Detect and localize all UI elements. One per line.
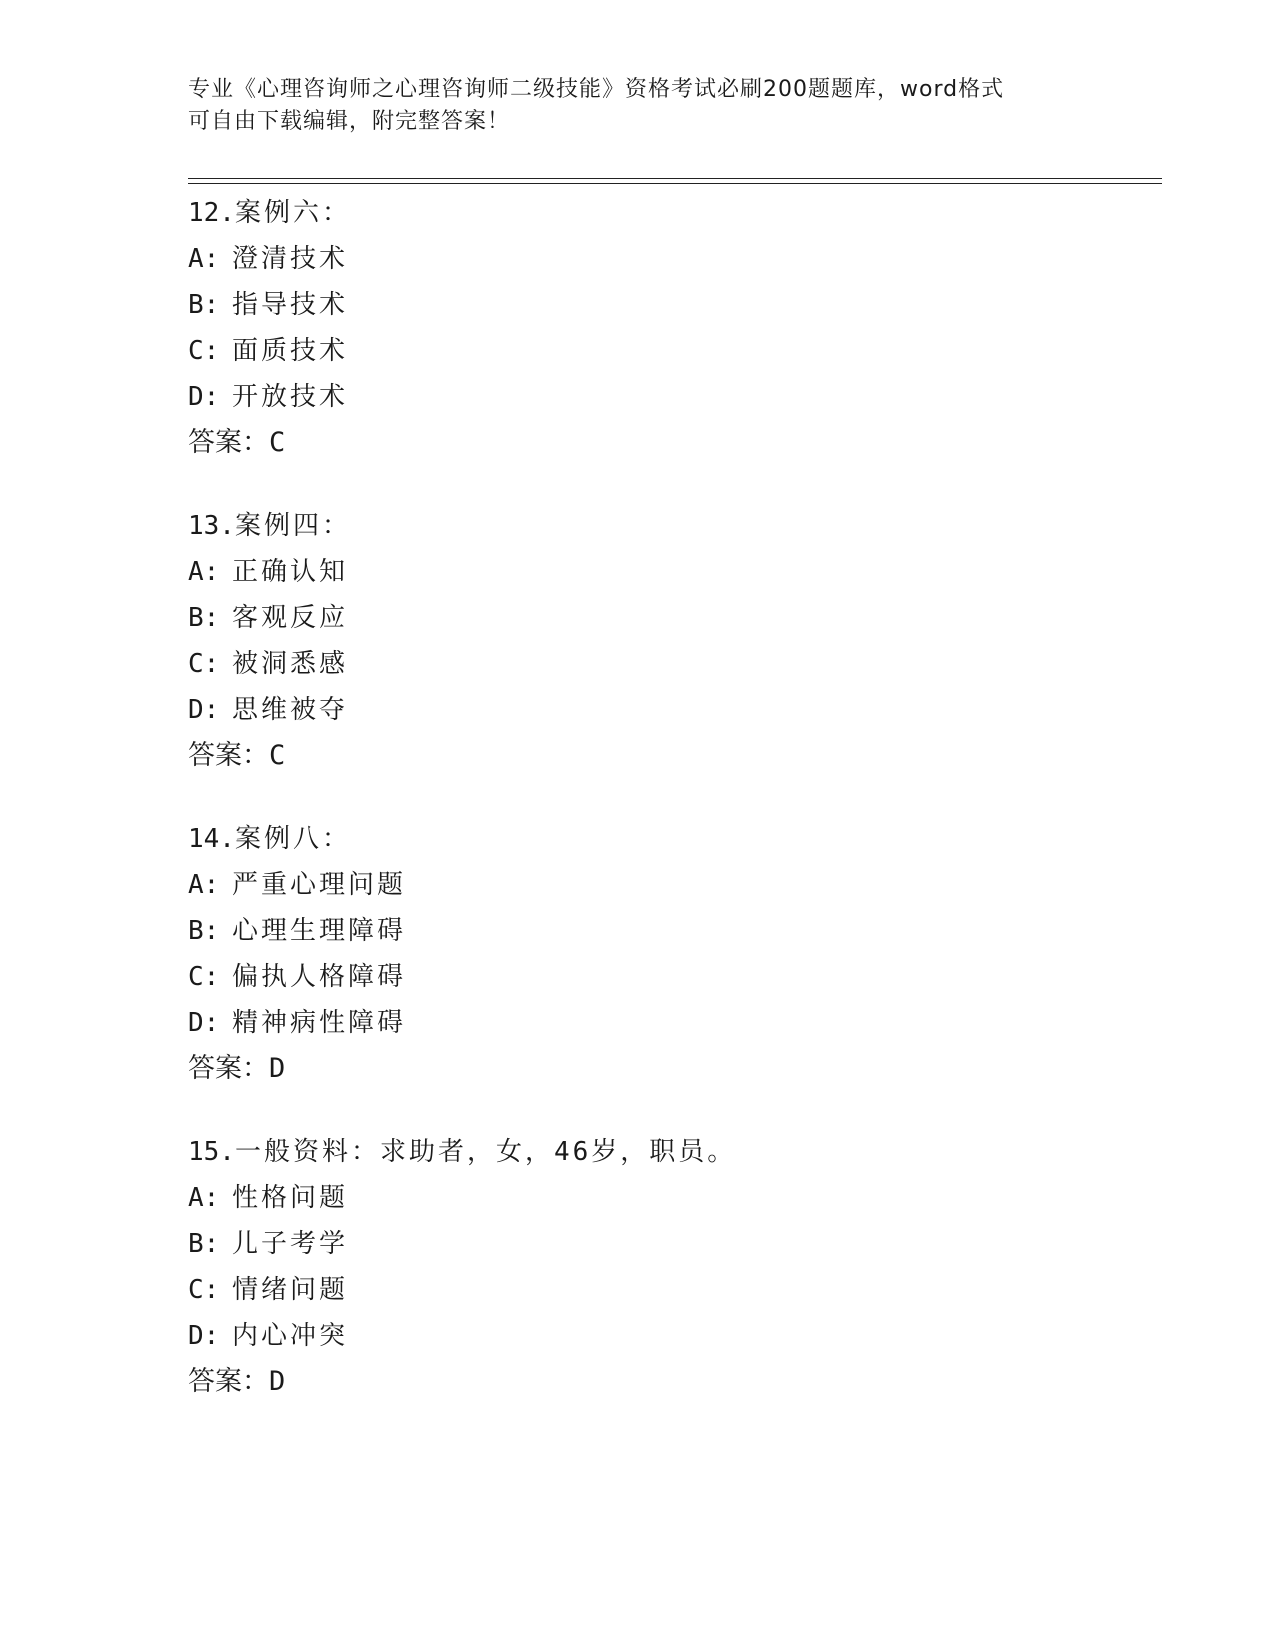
option-c [188,328,1162,374]
option-text: 被洞悉感 [232,649,349,679]
question-text: 案例八： [234,824,351,854]
question-stem [188,503,1162,549]
answer-value: C [269,740,286,771]
question-number: 15. [188,1137,235,1167]
option-a [188,862,1162,908]
option-label: D: [188,695,220,725]
question-15 [188,1129,1162,1405]
option-text: 客观反应 [232,603,349,633]
option-text: 正确认知 [232,557,349,587]
option-a [188,236,1162,282]
option-label: A: [188,1183,220,1213]
header-line-2: 可自由下载编辑，附完整答案！ [188,109,511,134]
answer-label: 答案： [188,1053,269,1084]
answer-value: D [269,1053,286,1084]
option-label: C: [188,649,220,679]
question-13 [188,503,1162,779]
question-stem [188,1129,1162,1175]
option-label: A: [188,557,220,587]
option-text: 开放技术 [232,382,349,412]
option-a [188,1175,1162,1221]
option-label: C: [188,336,220,366]
option-text: 性格问题 [232,1183,349,1213]
option-b [188,1221,1162,1267]
option-b [188,595,1162,641]
option-label: D: [188,1321,220,1351]
answer-line [188,733,1162,779]
option-text: 心理生理障碍 [232,916,407,946]
answer-line [188,420,1162,466]
option-label: C: [188,1275,220,1305]
option-c [188,954,1162,1000]
option-text: 指导技术 [232,290,349,320]
option-c [188,641,1162,687]
option-label: D: [188,1008,220,1038]
option-text: 偏执人格障碍 [232,962,407,992]
option-d [188,687,1162,733]
question-number: 12. [188,198,235,228]
question-14 [188,816,1162,1092]
answer-line [188,1046,1162,1092]
question-list [188,190,1162,1442]
answer-line [188,1359,1162,1405]
answer-value: D [269,1366,286,1397]
option-a [188,549,1162,595]
question-text: 案例四： [234,511,351,541]
header-divider-top [188,178,1162,179]
option-label: B: [188,1229,220,1259]
answer-label: 答案： [188,1366,269,1397]
option-text: 内心冲突 [232,1321,349,1351]
question-text: 一般资料：求助者，女，46岁，职员。 [234,1137,737,1167]
header-divider-bottom [188,183,1162,184]
option-b [188,908,1162,954]
question-number: 14. [188,824,235,854]
option-label: B: [188,916,220,946]
option-label: A: [188,870,220,900]
answer-label: 答案： [188,740,269,771]
option-label: B: [188,290,220,320]
option-d [188,1000,1162,1046]
option-c [188,1267,1162,1313]
option-d [188,374,1162,420]
option-label: D: [188,382,220,412]
option-label: C: [188,962,220,992]
option-text: 面质技术 [232,336,349,366]
header-line-1: 专业《心理咨询师之心理咨询师二级技能》资格考试必刷200题题库，word格式 [188,77,1005,102]
question-text: 案例六： [234,198,351,228]
option-d [188,1313,1162,1359]
option-label: A: [188,244,220,274]
question-stem [188,190,1162,236]
option-text: 儿子考学 [232,1229,349,1259]
option-text: 澄清技术 [232,244,349,274]
option-label: B: [188,603,220,633]
option-text: 严重心理问题 [232,870,407,900]
question-12 [188,190,1162,466]
document-header [188,74,1088,138]
option-text: 精神病性障碍 [232,1008,407,1038]
option-b [188,282,1162,328]
option-text: 思维被夺 [232,695,349,725]
answer-label: 答案： [188,427,269,458]
question-stem [188,816,1162,862]
option-text: 情绪问题 [232,1275,349,1305]
question-number: 13. [188,511,235,541]
answer-value: C [269,427,286,458]
